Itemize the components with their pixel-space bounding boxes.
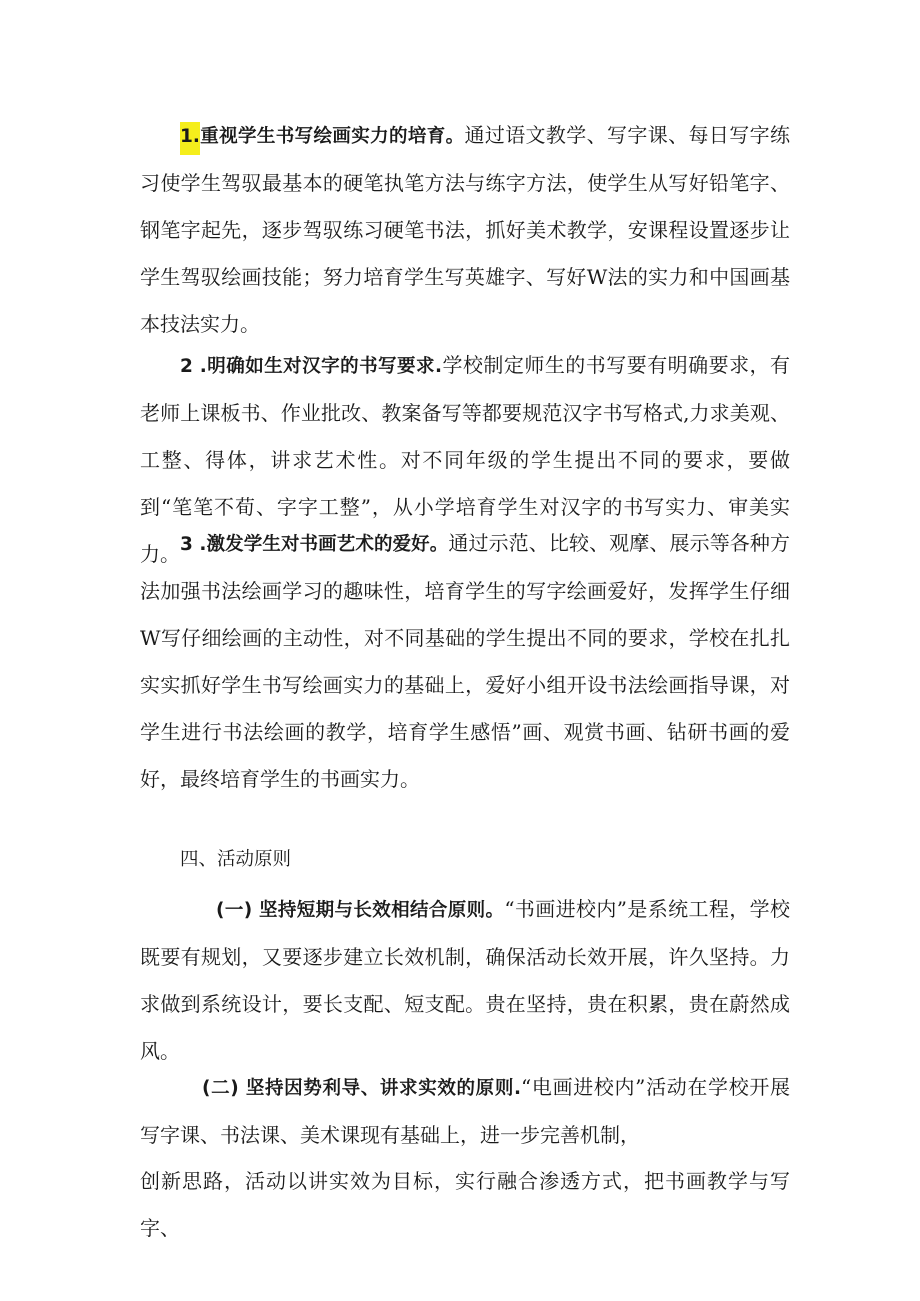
- section-heading: 四、活动原则: [180, 849, 292, 870]
- paragraph-2-body: 学校制定师生的书写要有明确要求，有老师上课板书、作业批改、教案备写等都要规范汉字书写格式,力求美观、工整、得体，讲求艺术性。对不同年级的学生提出不同的要求，要做到“笔笔不荀、字字工整”，从小学培育学生对汉字的书写实力、审美实力。: [140, 353, 791, 566]
- paragraph-3-lead: [180, 534, 448, 555]
- paragraph-1-body: 通过语文教学、写字课、每日写字练习使学生驾驭最基本的硬笔执笔方法与练字方法，使学生从写好铅笔字、钢笔字起先，逐步驾驭练习硬笔书法，抓好美术教学，安课程设置逐步让学生驾驭绘画技能；努力培育学生写英雄字、写好W法的实力和中国画基本技法实力。: [140, 123, 790, 336]
- paragraph-3: [140, 520, 790, 803]
- paragraph-3-body: 通过示范、比较、观摩、展示等各种方法加强书法绘画学习的趣味性，培育学生的写字绘画爱好，发挥学生仔细W写仔细绘画的主动性，对不同基础的学生提出不同的要求，学校在扎扎实实抓好学生书写绘画实力的基础上，爱好小组开设书法绘画指导课，对学生进行书法绘画的教学，培育学生感悟”画、观赏书画、钻研书画的爱好，最终培育学生的书画实力。: [140, 531, 790, 791]
- paragraph-1-lead: [180, 122, 464, 155]
- continuation-line: 创新思路，活动以讲实效为目标，实行融合渗透方式，把书画教学与写字、: [140, 1169, 790, 1240]
- paragraph-2-lead: [180, 356, 442, 377]
- principle-2: [140, 1064, 790, 1159]
- principle-1: [140, 886, 790, 1075]
- paragraph-2-number: 2 .: [180, 356, 207, 377]
- paragraph-1-lead-text: 重视学生书写绘画实力的培育。: [199, 126, 465, 147]
- paragraph-1: [140, 112, 790, 348]
- principle-2-lead: (二) 坚持因势利导、讲求实效的原则.: [202, 1078, 522, 1099]
- paragraph-3-lead-text: 激发学生对书画艺术的爱好。: [206, 534, 449, 555]
- paragraph-1-number: 1.: [180, 122, 200, 155]
- paragraph-3-number: 3 .: [180, 534, 207, 555]
- principle-1-body: “书画进校内”是系统工程，学校既要有规划，又要逐步建立长效机制，确保活动长效开展，许久坚持。力求做到系统设计，要长支配、短支配。贵在坚持，贵在积累，贵在蔚然成风。: [140, 897, 790, 1063]
- paragraph-2-lead-text: 明确如生对汉字的书写要求.: [206, 356, 442, 377]
- principle-1-lead: (一) 坚持短期与长效相结合原则。: [216, 900, 505, 921]
- principle-2-body: “电画进校内”活动在学校开展写字课、书法课、美术课现有基础上，进一步完善机制，: [140, 1075, 790, 1147]
